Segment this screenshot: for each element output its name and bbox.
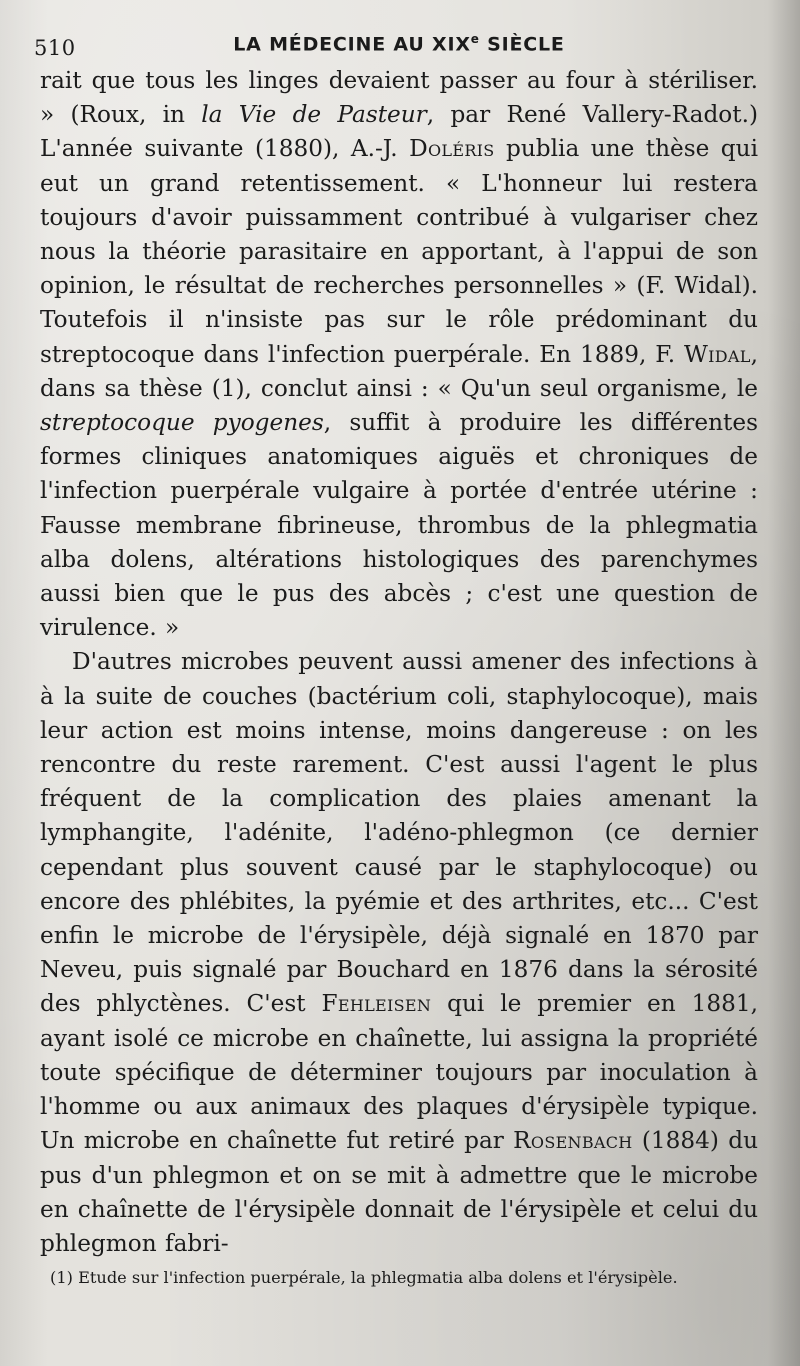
running-title-superscript: e [470,32,480,46]
paragraph-2-text-a: D'autres microbes peuvent aussi amener des infections à à la suite de couches (bactérium coli, staphylocoque), mais leur action est moins intense, moins dangereuse : on les rencontre du reste rarement. C'est aussi l'agent le plus fréquent de la complication des plaies amenant la lymphangite, l'adénite, l'adéno-phlegmon (ce dernier cependant plus souvent causé par le staphylocoque) ou encore des phlébites, la pyémie et des arthrites, etc... C'est enfin le microbe de l'érysipèle, déjà signalé en 1870 par Neveu, puis signalé par Bouchard en 1876 dans la sérosité des phlyctènes. C'est [40,648,758,1018]
paragraph-1-text-d: , dans sa thèse (1), conclut ainsi : « Qu'un seul organisme, le [40,340,758,402]
italic-term-streptocoque: streptocoque pyogenes [40,409,324,437]
paragraph-1-text-b: , par René Vallery-Radot.) L'année suivante (1880), A.-J. [40,101,758,163]
paragraph-1-text-e: , suffit à produire les différentes formes cliniques anatomiques aiguës et chroniques de l'infection puerpérale vulgaire à portée d'entrée utérine : Fausse membrane fibrineuse, thrombus de la phlegmatia alba dolens, altérations histologiques des parenchymes aussi bien que le pus des abcès ; c'est une question de virulence. » [40,409,758,642]
italic-title-vie-de-pasteur: la Vie de Pasteur [201,101,427,129]
page-number: 510 [34,36,76,60]
body-text [40,64,758,1261]
footnotes [40,1267,758,1288]
author-name-fehleisen: Fehleisen [321,990,432,1018]
running-title-end: SIÈCLE [479,33,565,56]
page-header [34,26,758,64]
paragraph-2-text-c: (1884) du pus d'un phlegmon et on se mit à admettre que le microbe en chaînette de l'érysipèle donnait de l'érysipèle et celui du phlegmon fabri- [40,1127,758,1257]
paragraph-1-text-c: publia une thèse qui eut un grand retentissement. « L'honneur lui restera toujours d'avoir puissamment contribué à vulgariser chez nous la théorie parasitaire en apportant, à l'appui de son opinion, le résultat de recherches personnelles » (F. Widal). Toutefois il n'insiste pas sur le rôle prédominant du streptocoque dans l'infection puerpérale. En 1889, F. [40,135,759,368]
paragraph-1 [40,64,758,645]
paragraph-1-text-a: rait que tous les linges devaient passer au four à stériliser. » (Roux, in [40,67,758,129]
author-name-widal: Widal [683,340,751,368]
author-name-doleris: Doléris [409,135,495,163]
author-name-rosenbach: Rosenbach [513,1127,633,1155]
paragraph-2 [40,645,758,1261]
footnote-1: (1) Etude sur l'infection puerpérale, la phlegmatia alba dolens et l'érysipèle. [50,1268,678,1288]
running-title-main: LA MÉDECINE AU XIX [233,33,471,56]
running-title [40,32,758,55]
paragraph-2-text-b: qui le premier en 1881, ayant isolé ce microbe en chaînette, lui assigna la propriété toute spécifique de déterminer toujours par inoculation à l'homme ou aux animaux des plaques d'érysipèle typique. Un microbe en chaînette fut retiré par [40,990,758,1155]
